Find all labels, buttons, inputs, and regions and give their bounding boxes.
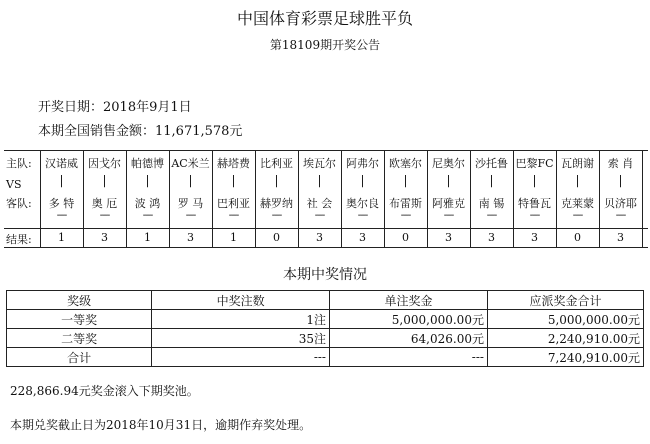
- match-result: 3: [617, 231, 624, 244]
- table-row: [7, 348, 644, 367]
- match-result: 0: [273, 231, 280, 244]
- home-team: 赫塔费: [217, 157, 250, 170]
- single-prize: ---: [329, 348, 487, 367]
- prize-header-row: [7, 291, 644, 310]
- match-column: [212, 151, 255, 247]
- match-grid: [4, 150, 648, 248]
- prize-section-title: 本期中奖情况: [283, 267, 367, 283]
- vs-bar: |: [145, 173, 150, 187]
- home-team: 瓦朗谢: [561, 157, 594, 170]
- table-row: [7, 329, 644, 348]
- match-result: 3: [488, 231, 495, 244]
- dash-separator: ----: [271, 210, 282, 221]
- vs-bar: |: [489, 173, 494, 187]
- single-prize: 64,026.00元: [329, 329, 487, 348]
- dash-separator: ----: [357, 210, 368, 221]
- dash-separator: ----: [615, 210, 626, 221]
- away-team: 巴利亚: [217, 197, 250, 210]
- dash-separator: ----: [185, 210, 196, 221]
- away-team: 罗 马: [177, 197, 204, 210]
- match-column: [255, 151, 298, 247]
- match-result: 1: [58, 231, 65, 244]
- dash-separator: ----: [314, 210, 325, 221]
- match-result: 3: [531, 231, 538, 244]
- vs-bar: |: [274, 173, 279, 187]
- announcement-subtitle: 第18109期开奖公告: [269, 38, 381, 52]
- match-column: [556, 151, 599, 247]
- vs-bar: |: [188, 173, 193, 187]
- winner-count: 35注: [152, 329, 330, 348]
- header-level: 奖级: [7, 291, 152, 310]
- table-row: [7, 310, 644, 329]
- home-team: 比利亚: [260, 157, 293, 170]
- sales-amount: 本期全国销售金额：11,671,578元: [38, 124, 243, 139]
- column-divider: [642, 151, 643, 247]
- total-prize: 5,000,000.00元: [487, 310, 643, 329]
- away-team: 奥尔良: [346, 197, 379, 210]
- winner-count: 1注: [152, 310, 330, 329]
- vs-bar: |: [59, 173, 64, 187]
- single-prize: 5,000,000.00元: [329, 310, 487, 329]
- match-column: [384, 151, 427, 247]
- dash-separator: ----: [99, 210, 110, 221]
- vs-bar: |: [532, 173, 537, 187]
- dash-separator: ----: [572, 210, 583, 221]
- match-result: 0: [574, 231, 581, 244]
- match-column: [599, 151, 642, 247]
- match-result: 3: [445, 231, 452, 244]
- prize-level: 一等奖: [7, 310, 152, 329]
- away-team: 奥 厄: [91, 197, 118, 210]
- result-row-label: 结果:: [6, 233, 32, 246]
- match-result: 3: [316, 231, 323, 244]
- header-single: 单注奖金: [329, 291, 487, 310]
- home-team: 巴黎FC: [515, 157, 554, 170]
- home-team: 欧塞尔: [389, 157, 422, 170]
- home-team: 阿弗尔: [346, 157, 379, 170]
- away-team: 阿雅克: [432, 197, 465, 210]
- match-result: 3: [101, 231, 108, 244]
- header-total: 应派奖金合计: [487, 291, 643, 310]
- away-team: 布雷斯: [389, 197, 422, 210]
- away-team: 多 特: [48, 197, 75, 210]
- dash-separator: ----: [400, 210, 411, 221]
- away-team: 克莱蒙: [561, 197, 594, 210]
- match-result: 0: [402, 231, 409, 244]
- home-team: 帕德博: [131, 157, 164, 170]
- dash-separator: ----: [142, 210, 153, 221]
- away-team: 波 鸿: [134, 197, 161, 210]
- match-column: [513, 151, 556, 247]
- vs-bar: |: [575, 173, 580, 187]
- header-count: 中奖注数: [152, 291, 330, 310]
- home-team: 尼奥尔: [432, 157, 465, 170]
- winner-count: ---: [152, 348, 330, 367]
- prize-level: 二等奖: [7, 329, 152, 348]
- home-team: 沙托鲁: [475, 157, 508, 170]
- draw-date: 开奖日期：2018年9月1日: [38, 100, 192, 115]
- home-row-label: 主队:: [6, 157, 32, 170]
- vs-row-label: VS: [6, 178, 22, 191]
- dash-separator: ----: [529, 210, 540, 221]
- prize-table: [6, 290, 644, 367]
- rollover-note: 228,866.94元奖金滚入下期奖池。: [10, 384, 199, 398]
- match-column: [40, 151, 83, 247]
- away-team: 贝济耶: [604, 197, 637, 210]
- home-team: AC米兰: [171, 157, 210, 170]
- dash-separator: ----: [228, 210, 239, 221]
- away-team: 社 会: [306, 197, 333, 210]
- away-team: 南 锡: [478, 197, 505, 210]
- home-team: 汉诺威: [45, 157, 78, 170]
- match-result: 3: [187, 231, 194, 244]
- vs-bar: |: [317, 173, 322, 187]
- total-prize: 7,240,910.00元: [487, 348, 643, 367]
- dash-separator: ----: [56, 210, 67, 221]
- home-team: 埃瓦尔: [303, 157, 336, 170]
- vs-bar: |: [403, 173, 408, 187]
- away-team: 特鲁瓦: [518, 197, 551, 210]
- dash-separator: ----: [486, 210, 497, 221]
- vs-bar: |: [446, 173, 451, 187]
- match-column: [298, 151, 341, 247]
- away-row-label: 客队:: [6, 197, 32, 210]
- match-result: 3: [359, 231, 366, 244]
- match-result: 1: [230, 231, 237, 244]
- vs-bar: |: [102, 173, 107, 187]
- match-column: [470, 151, 513, 247]
- match-column: [169, 151, 212, 247]
- away-team: 赫罗纳: [260, 197, 293, 210]
- total-prize: 2,240,910.00元: [487, 329, 643, 348]
- deadline-note: 本期兑奖截止日为2018年10月31日，逾期作弃奖处理。: [10, 418, 312, 432]
- home-team: 索 肖: [607, 157, 634, 170]
- page-title: 中国体育彩票足球胜平负: [236, 9, 413, 28]
- match-column: [126, 151, 169, 247]
- home-team: 因戈尔: [88, 157, 121, 170]
- match-column: [83, 151, 126, 247]
- prize-level: 合计: [7, 348, 152, 367]
- vs-bar: |: [618, 173, 623, 187]
- dash-separator: ----: [443, 210, 454, 221]
- match-result: 1: [144, 231, 151, 244]
- match-column: [341, 151, 384, 247]
- vs-bar: |: [231, 173, 236, 187]
- match-column: [427, 151, 470, 247]
- vs-bar: |: [360, 173, 365, 187]
